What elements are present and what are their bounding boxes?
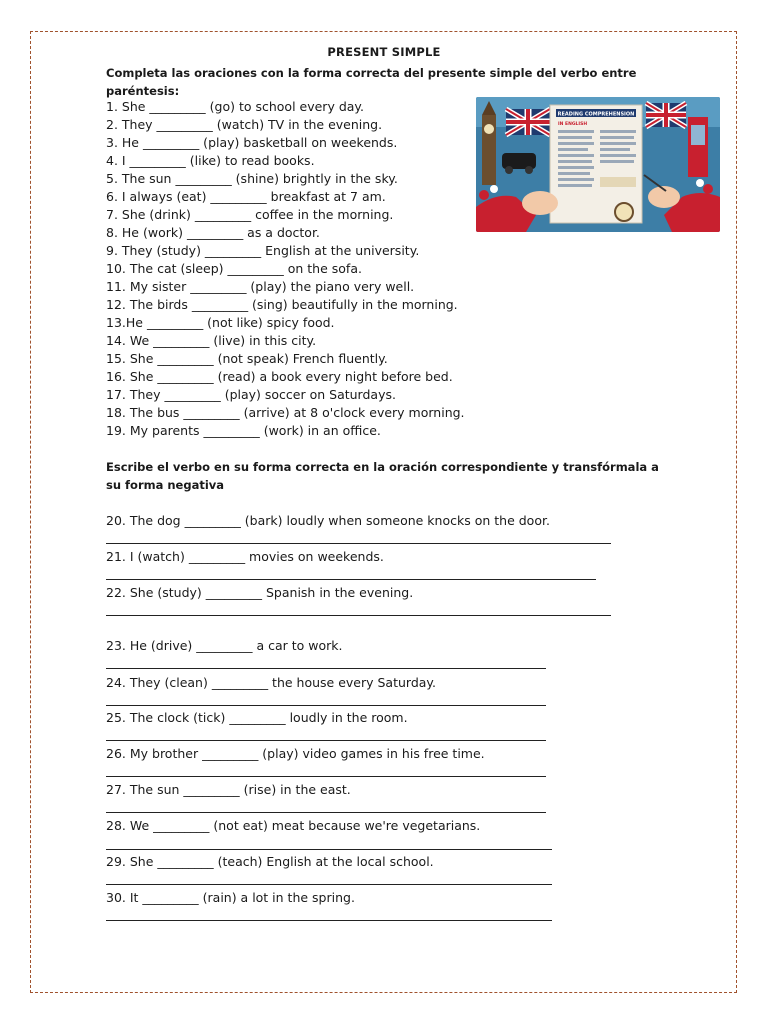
answer-line[interactable] (106, 884, 552, 885)
answer-line[interactable] (106, 543, 611, 544)
exercise-item: 4. I _________ (like) to read books. (106, 153, 315, 168)
svg-text:IN ENGLISH: IN ENGLISH (558, 122, 588, 127)
exercise-item: 30. It _________ (rain) a lot in the spring. (106, 890, 355, 905)
exercise-item: 19. My parents _________ (work) in an office. (106, 423, 381, 438)
exercise-item: 5. The sun _________ (shine) brightly in the sky. (106, 171, 398, 186)
svg-text:READING COMPREHENSION: READING COMPREHENSION (557, 111, 635, 118)
answer-line[interactable] (106, 668, 546, 669)
answer-line[interactable] (106, 579, 596, 580)
exercise-item: 6. I always (eat) _________ breakfast at 7 am. (106, 189, 386, 204)
exercise-item: 7. She (drink) _________ coffee in the morning. (106, 207, 394, 222)
exercise-item: 18. The bus _________ (arrive) at 8 o'clock every morning. (106, 405, 465, 420)
exercise-item: 27. The sun _________ (rise) in the east. (106, 782, 351, 797)
exercise-item: 13.He _________ (not like) spicy food. (106, 315, 335, 330)
worksheet-title: PRESENT SIMPLE (327, 45, 441, 59)
answer-line[interactable] (106, 740, 546, 741)
exercise-item: 23. He (drive) _________ a car to work. (106, 638, 343, 653)
answer-line[interactable] (106, 776, 546, 777)
exercise-item: 16. She _________ (read) a book every night before bed. (106, 369, 453, 384)
exercise-item: 24. They (clean) _________ the house every Saturday. (106, 675, 437, 690)
section2-instruction: Escribe el verbo en su forma correcta en la oración correspondiente y transfórmala a su forma negativa (106, 460, 659, 492)
exercise-item: 1. She _________ (go) to school every day. (106, 99, 364, 114)
exercise-item: 9. They (study) _________ English at the university. (106, 243, 420, 258)
exercise-item: 17. They _________ (play) soccer on Saturdays. (106, 387, 396, 402)
exercise-item: 2. They _________ (watch) TV in the evening. (106, 117, 383, 132)
exercise-item: 21. I (watch) _________ movies on weekends. (106, 549, 384, 564)
exercise-item: 12. The birds _________ (sing) beautifully in the morning. (106, 297, 458, 312)
answer-line[interactable] (106, 812, 546, 813)
answer-line[interactable] (106, 615, 611, 616)
exercise-item: 20. The dog _________ (bark) loudly when someone knocks on the door. (106, 513, 550, 528)
exercise-item: 14. We _________ (live) in this city. (106, 333, 317, 348)
illustration-svg (476, 97, 720, 232)
exercise-item: 11. My sister _________ (play) the piano very well. (106, 279, 415, 294)
exercise-item: 8. He (work) _________ as a doctor. (106, 225, 320, 240)
exercise-item: 25. The clock (tick) _________ loudly in the room. (106, 710, 408, 725)
exercise-item: 29. She _________ (teach) English at the local school. (106, 854, 434, 869)
worksheet-illustration (476, 97, 720, 232)
exercise-item: 22. She (study) _________ Spanish in the evening. (106, 585, 414, 600)
answer-line[interactable] (106, 705, 546, 706)
answer-line[interactable] (106, 920, 552, 921)
exercise-item: 15. She _________ (not speak) French fluently. (106, 351, 388, 366)
exercise-item: 10. The cat (sleep) _________ on the sofa. (106, 261, 362, 276)
exercise-item: 3. He _________ (play) basketball on weekends. (106, 135, 398, 150)
exercise-item: 26. My brother _________ (play) video games in his free time. (106, 746, 485, 761)
answer-line[interactable] (106, 849, 552, 850)
section1-instruction: Completa las oraciones con la forma correcta del presente simple del verbo entre paréntesis: (106, 66, 637, 98)
exercise-item: 28. We _________ (not eat) meat because we're vegetarians. (106, 818, 481, 833)
